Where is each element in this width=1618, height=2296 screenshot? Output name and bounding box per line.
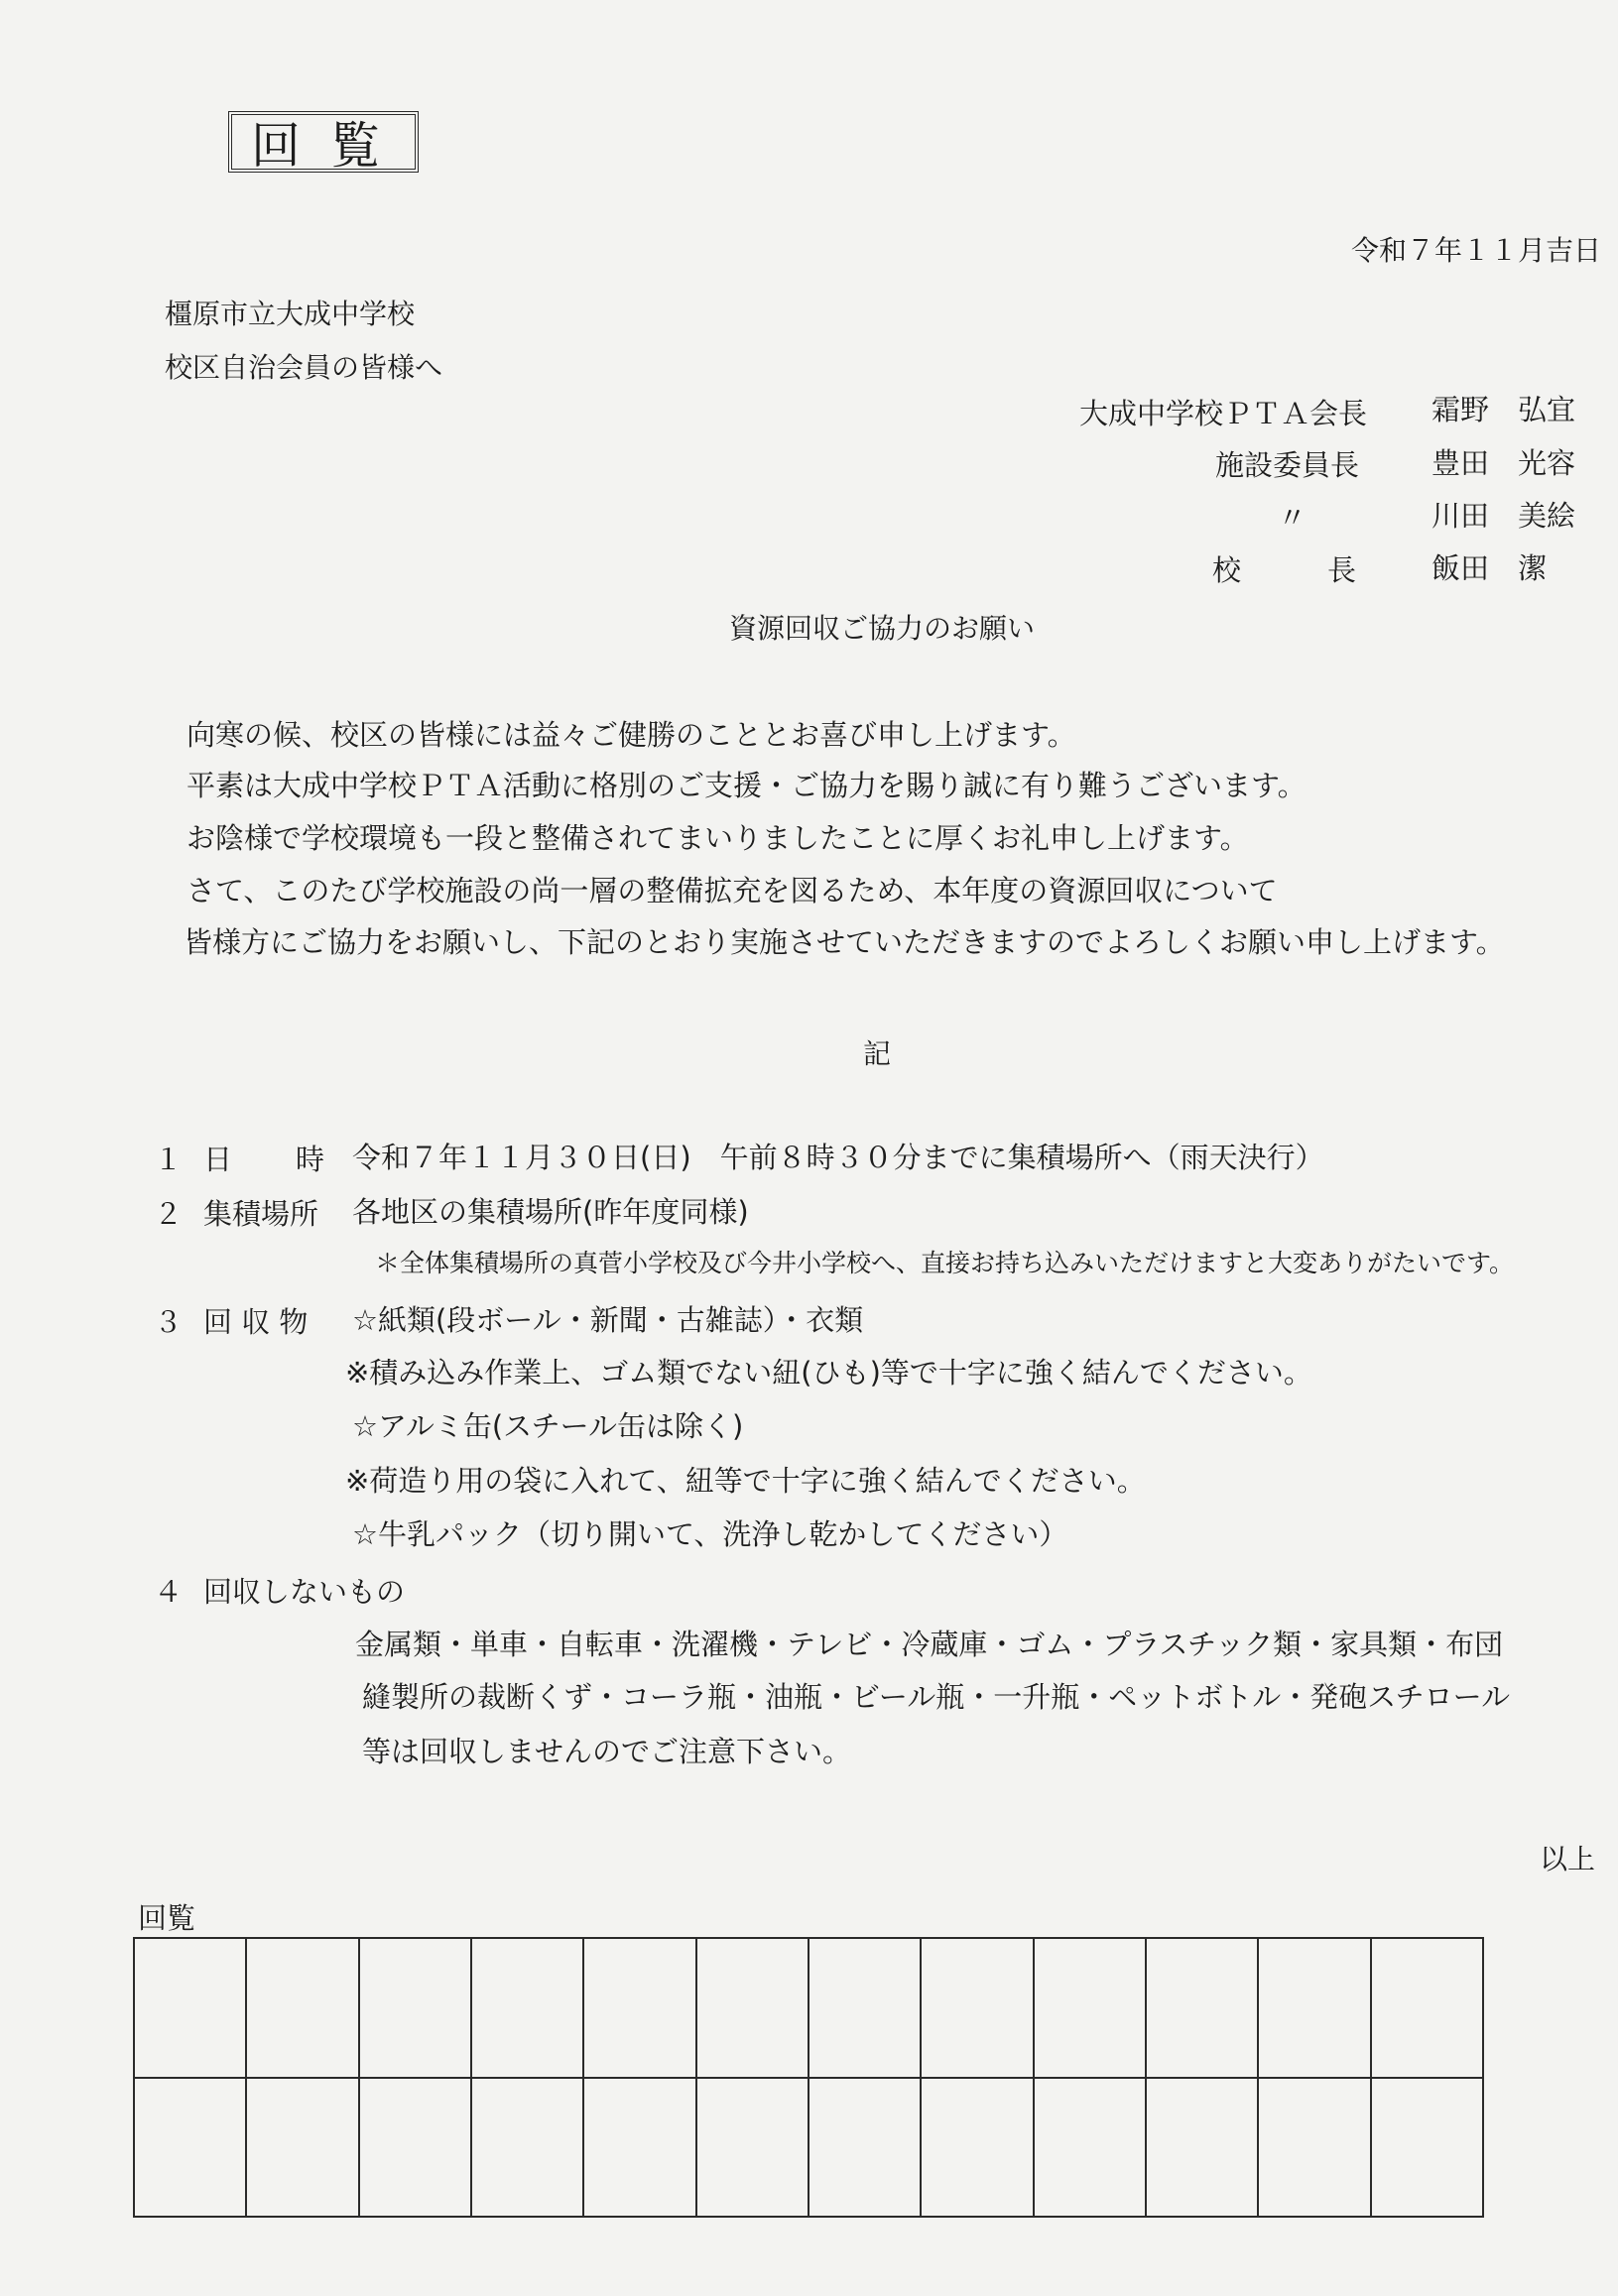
circulation-cell xyxy=(359,2078,471,2218)
circulation-cell xyxy=(134,1938,246,2078)
circulation-cell xyxy=(134,2078,246,2218)
collected-line: ※積み込み作業上、ゴム類でない紐(ひも)等で十字に強く結んでください。 xyxy=(345,1356,1312,1390)
circulation-cell xyxy=(471,1938,583,2078)
circulation-cell xyxy=(1146,1938,1258,2078)
signer-name: 川田 美絵 xyxy=(1431,499,1576,533)
body-line: 向寒の候、校区の皆様には益々ご健勝のこととお喜び申し上げます。 xyxy=(187,718,1076,752)
collected-line: ☆アルミ缶(スチール缶は除く) xyxy=(352,1409,744,1443)
circulation-cell xyxy=(1146,2078,1258,2218)
circulation-cell xyxy=(1258,1938,1370,2078)
circulation-cell xyxy=(246,1938,358,2078)
collected-line: ☆紙類(段ボール・新聞・古雑誌）・衣類 xyxy=(352,1303,864,1337)
body-line: 皆様方にご協力をお願いし、下記のとおり実施させていただきますのでよろしくお願い申し上げます。 xyxy=(184,925,1505,959)
item-value-datetime: 令和７年１１月３０日(日) 午前８時３０分までに集積場所へ（雨天決行） xyxy=(352,1141,1324,1174)
circulation-cell xyxy=(359,1938,471,2078)
body-line: 平素は大成中学校ＰＴＡ活動に格別のご支援・ご協力を賜り誠に有り難うございます。 xyxy=(187,769,1307,802)
item-label-datetime: 日 時 xyxy=(203,1143,327,1176)
collected-line: ☆牛乳パック（切り開いて、洗浄し乾かしてください） xyxy=(352,1517,1068,1551)
circulation-cell xyxy=(1371,1938,1483,2078)
circulation-cell xyxy=(1258,2078,1370,2218)
circulation-row xyxy=(134,1938,1483,2078)
subject-heading: 資源回収ご協力のお願い xyxy=(729,612,1036,645)
body-line: さて、このたび学校施設の尚一層の整備拡充を図るため、本年度の資源回収について xyxy=(187,874,1278,907)
circulation-cell xyxy=(1034,2078,1146,2218)
not-collected-line: 等は回収しませんのでご注意下さい。 xyxy=(362,1735,852,1768)
ki-heading: 記 xyxy=(863,1037,892,1070)
signer-name: 豊田 光容 xyxy=(1431,446,1576,480)
circulation-cell xyxy=(471,2078,583,2218)
signer-role: 〃 xyxy=(1278,501,1307,535)
circulation-cell xyxy=(921,2078,1033,2218)
circulation-cell xyxy=(583,2078,695,2218)
recipient-school: 橿原市立大成中学校 xyxy=(165,298,416,330)
circulation-cell xyxy=(246,2078,358,2218)
item-label-location: 集積場所 xyxy=(203,1197,319,1231)
circulation-cell xyxy=(696,1938,809,2078)
circulation-cell xyxy=(809,1938,921,2078)
item-number: ２ xyxy=(154,1197,184,1231)
circulation-cell xyxy=(1034,1938,1146,2078)
item-note-location: ＊全体集積場所の真菅小学校及び今井小学校へ、直接お持ち込みいただけますと大変ありがたいです。 xyxy=(375,1249,1515,1277)
circulation-cell xyxy=(583,1938,695,2078)
not-collected-line: 縫製所の裁断くず・コーラ瓶・油瓶・ビール瓶・一升瓶・ペットボトル・発砲スチロール xyxy=(362,1680,1511,1714)
signer-role: 校 長 xyxy=(1212,553,1357,587)
circulation-row xyxy=(134,2078,1483,2218)
body-line: お陰様で学校環境も一段と整備されてまいりましたことに厚くお礼申し上げます。 xyxy=(187,821,1249,855)
signer-name: 霜野 弘宜 xyxy=(1431,393,1576,426)
issue-date: 令和７年１１月吉日 xyxy=(1351,234,1602,267)
signer-role: 施設委員長 xyxy=(1215,448,1360,482)
item-number: １ xyxy=(154,1143,184,1176)
circulation-cell xyxy=(809,2078,921,2218)
signer-name: 飯田 潔 xyxy=(1431,551,1548,585)
circulation-label: 回覧 xyxy=(138,1901,196,1935)
signer-role: 大成中学校ＰＴＡ会長 xyxy=(1079,397,1368,430)
circulation-cell xyxy=(696,2078,809,2218)
item-number: ３ xyxy=(154,1305,184,1339)
closing-mark: 以上 xyxy=(1540,1843,1596,1875)
collected-line: ※荷造り用の袋に入れて、紐等で十字に強く結んでください。 xyxy=(345,1464,1146,1498)
not-collected-line: 金属類・単車・自転車・洗濯機・テレビ・冷蔵庫・ゴム・プラスチック類・家具類・布団 xyxy=(355,1628,1504,1661)
recipient-residents: 校区自治会員の皆様へ xyxy=(165,351,443,384)
item-label-collected: 回 収 物 xyxy=(203,1305,309,1339)
circulation-cell xyxy=(921,1938,1033,2078)
circulation-grid xyxy=(133,1937,1484,2218)
item-number: ４ xyxy=(154,1575,184,1609)
circulation-cell xyxy=(1371,2078,1483,2218)
circulation-stamp: 回覧 xyxy=(228,111,419,173)
item-value-location: 各地区の集積場所(昨年度同様) xyxy=(352,1195,749,1229)
item-label-not-collected: 回収しないもの xyxy=(203,1575,406,1609)
